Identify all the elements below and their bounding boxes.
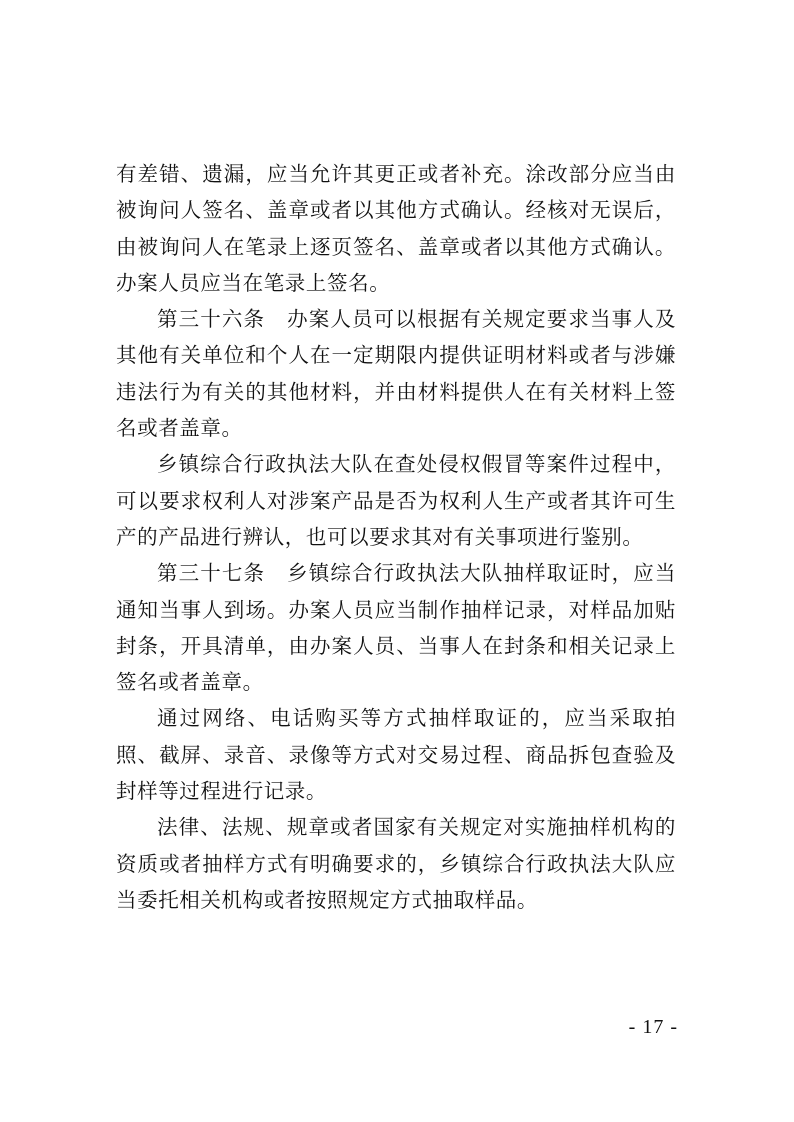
article-37-subparagraph-1 [116, 700, 676, 809]
document-body [116, 156, 676, 918]
article-number: 第三十六条 [157, 307, 266, 332]
article-37-subparagraph-2 [116, 809, 676, 918]
paragraph-text: 法律、法规、规章或者国家有关规定对实施抽样机构的资质或者抽样方式有明确要求的，乡镇综合行政执法大队应当委托相关机构或者按照规定方式抽取样品。 [116, 815, 676, 912]
paragraph-text: 通过网络、电话购买等方式抽样取证的，应当采取拍照、截屏、录音、录像等方式对交易过程、商品拆包查验及封样等过程进行记录。 [116, 706, 676, 804]
article-number: 第三十七条 [157, 561, 266, 586]
paragraph-text: 有差错、遗漏，应当允许其更正或者补充。涂改部分应当由被询问人签名、盖章或者以其他方式确认。经核对无误后，由被询问人在笔录上逐页签名、盖章或者以其他方式确认。办案人员应当在笔录上签名。 [116, 162, 676, 295]
article-36-paragraph [116, 301, 676, 446]
article-36-subparagraph [116, 446, 676, 555]
paragraph-text: 办案人员可以根据有关规定要求当事人及其他有关单位和个人在一定期限内提供证明材料或者与涉嫌违法行为有关的其他材料，并由材料提供人在有关材料上签名或者盖章。 [116, 307, 676, 441]
paragraph-text: 乡镇综合行政执法大队抽样取证时，应当通知当事人到场。办案人员应当制作抽样记录，对样品加贴封条，开具清单，由办案人员、当事人在封条和相关记录上签名或者盖章。 [116, 561, 676, 695]
paragraph-continuation [116, 156, 676, 301]
page-number: - 17 - [628, 1016, 678, 1038]
article-37-paragraph [116, 555, 676, 700]
paragraph-text: 乡镇综合行政执法大队在查处侵权假冒等案件过程中，可以要求权利人对涉案产品是否为权利人生产或者其许可生产的产品进行辨认，也可以要求其对有关事项进行鉴别。 [116, 452, 676, 549]
